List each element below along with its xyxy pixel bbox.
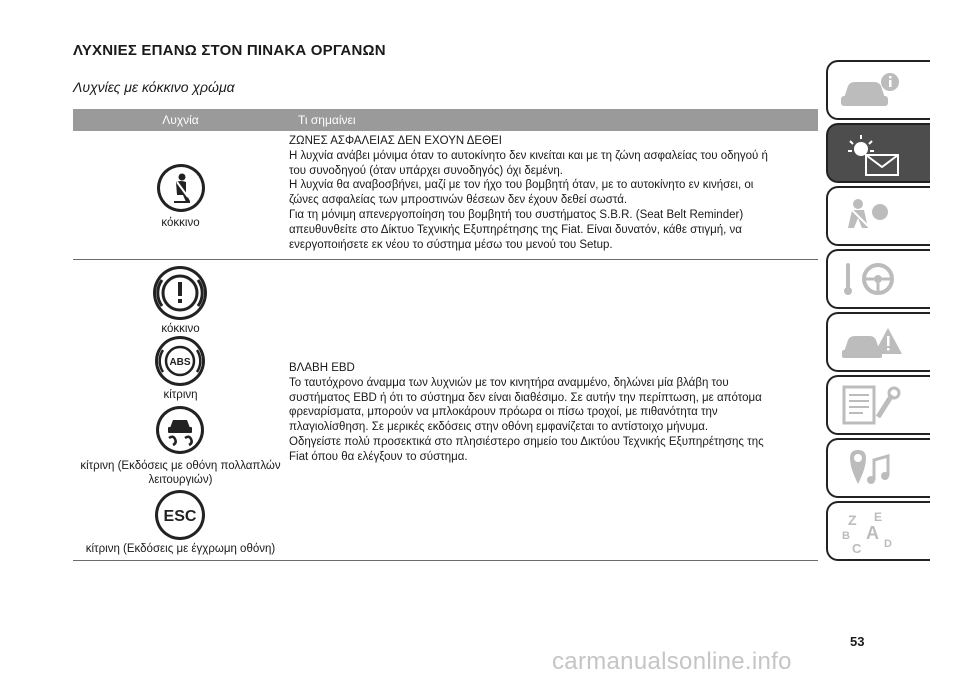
- index-letter: A: [866, 523, 879, 543]
- esc-icon: [155, 490, 205, 540]
- lamp-label: κόκκινο: [161, 323, 200, 335]
- abs-text: ABS: [169, 357, 191, 368]
- meaning-line: Η λυχνία θα αναβοσβήνει, μαζί με τον ήχο του βομβητή όταν, με το αυτοκίνητο εν κινήσει, οι: [289, 179, 754, 192]
- index-letter: B: [842, 530, 850, 542]
- table-row: [73, 260, 818, 561]
- meaning-cell: [289, 361, 817, 465]
- car-info-icon[interactable]: [826, 60, 930, 120]
- meaning-line: Για τη μόνιμη απενεργοποίηση του βομβητή του συστήματος S.B.R. (Seat Belt Reminder): [289, 208, 744, 221]
- brake-warning-icon: [153, 266, 207, 320]
- table-row: [73, 131, 818, 260]
- meaning-line: συστήματος EBD ή ότι το σύστημα δεν είναι διαθέσιμο. Σε αυτήν την περίπτωση, με απότομα: [289, 391, 762, 404]
- meaning-line: ΖΩΝΕΣ ΑΣΦΑΛΕΙΑΣ ΔΕΝ ΕΧΟΥΝ ΔΕΘΕΙ: [289, 135, 502, 147]
- index-icon[interactable]: [826, 501, 930, 561]
- page-subtitle: Λυχνίες με κόκκινο χρώμα: [73, 79, 235, 95]
- meaning-line: Fiat όπου θα ελέγξουν το σύστημα.: [289, 450, 468, 463]
- index-letter: D: [884, 538, 892, 550]
- meaning-line: πλαγιολίσθηση. Σε μερικές εκδόσεις στην οθόνη εμφανίζεται το αντίστοιχο μήνυμα.: [289, 421, 709, 434]
- emergency-icon[interactable]: [826, 312, 930, 372]
- lamp-label: κόκκινο: [161, 217, 200, 229]
- header-meaning: Τι σημαίνει: [298, 113, 356, 127]
- skid-icon: [156, 406, 204, 454]
- watermark: carmanualsonline.info: [552, 648, 792, 675]
- seatbelt-icon: [157, 164, 205, 212]
- meaning-line: ΒΛΑΒΗ EBD: [289, 362, 355, 374]
- multimedia-icon[interactable]: [826, 438, 930, 498]
- meaning-line: ενεργοποιήσετε εκ νέου το σύστημα μέσω του μενού του Setup.: [289, 238, 613, 251]
- lamp-label: κίτρινη: [163, 389, 198, 401]
- header-lamp: Λυχνία: [162, 113, 199, 127]
- table-header: [73, 109, 818, 131]
- meaning-line: φρεναρίσματα, μπορούν να μπλοκάρουν πρόωρα οι πίσω τροχοί, με πιθανότητα την: [289, 406, 718, 419]
- meaning-line: απευθυνθείτε στο Δίκτυο Τεχνικής Εξυπηρέτησης της Fiat. Είναι δυνατόν, κάθε στιγμή, να: [289, 223, 742, 236]
- maintenance-icon[interactable]: [826, 375, 930, 435]
- meaning-line: Η λυχνία ανάβει μόνιμα όταν το αυτοκίνητο δεν κινείται και με τη ζώνη ασφαλείας του οδηγού ή: [289, 149, 768, 162]
- lamp-label: κίτρινη (Εκδόσεις με έγχρωμη οθόνη): [85, 543, 276, 555]
- page-title: ΛΥΧΝΙΕΣ ΕΠΑΝΩ ΣΤΟΝ ΠΙΝΑΚΑ ΟΡΓΑΝΩΝ: [73, 42, 386, 59]
- starting-driving-icon[interactable]: [826, 249, 930, 309]
- page-number: 53: [850, 634, 865, 649]
- abs-icon: [155, 336, 205, 386]
- index-letter: Z: [848, 512, 857, 528]
- lamp-label: κίτρινη (Εκδόσεις με οθόνη πολλαπλών λειτουργιών): [80, 460, 281, 486]
- warning-lights-message-icon[interactable]: [826, 123, 930, 183]
- index-letter: E: [874, 510, 883, 524]
- meaning-line: ζώνες ασφαλείας των μπροστινών θέσεων δεν έχουν δεθεί σωστά.: [289, 194, 628, 207]
- meaning-line: του συνοδηγού (όταν υπάρχει συνοδηγός) όχι δεμένη.: [289, 164, 563, 177]
- meaning-line: Οδηγείστε πολύ προσεκτικά στο πλησιέστερο σημείο του Δικτύου Τεχνικής Εξυπηρέτησης της: [289, 435, 764, 448]
- meaning-cell: [289, 134, 817, 252]
- esc-text: ESC: [163, 508, 197, 525]
- meaning-line: Το ταυτόχρονο άναμμα των λυχνιών με τον κινητήρα αναμμένο, δηλώνει μία βλάβη του: [289, 376, 729, 389]
- index-letter: C: [852, 541, 862, 556]
- safety-airbag-icon[interactable]: [826, 186, 930, 246]
